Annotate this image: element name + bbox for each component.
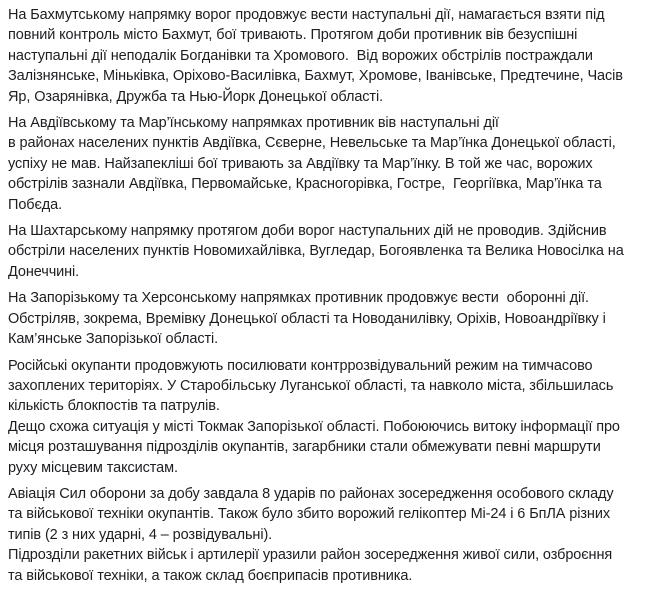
paragraph-zaporizhzhia-kherson [8, 288, 650, 349]
text-line: обстріли населених пунктів Новомихайлівка, Вугледар, Богоявленка та Велика Новосілка на [8, 243, 624, 260]
paragraph-avdiivka-marinka [8, 113, 650, 215]
text-line: та військової техніки, а також склад боєприпасів противника. [8, 567, 413, 584]
text-line: Яр, Озарянівка, Дружба та Нью-Йорк Донецької області. [8, 88, 384, 105]
text-line: Кам’янське Запорізької області. [8, 331, 219, 348]
text-line: Побєда. [8, 196, 63, 213]
text-line: Дещо схожа ситуація у місті Токмак Запорізької області. Побоюючись витоку інформації про [8, 418, 620, 435]
text-line: руху місцевим таксистам. [8, 459, 178, 476]
text-line: Залізнянське, Міньківка, Оріхово-Василівка, Бахмут, Хромове, Іванівське, Предтечине, Часів [8, 68, 623, 85]
text-line: обстрілів зазнали Авдіївка, Первомайське, Красногорівка, Гостре, Георгіївка, Мар’їнка та [8, 176, 602, 193]
text-line: місця розташування підрозділів окупантів, загарбники стали обмежувати певні маршрути [8, 439, 601, 456]
paragraph-shakhtarske [8, 221, 650, 282]
text-line: кількість блокпостів та патрулів. [8, 398, 220, 415]
text-line: Обстріляв, зокрема, Времівку Донецької області та Новоданилівку, Оріхів, Новоандріївку і [8, 310, 606, 327]
text-line: та військової техніки окупантів. Також було збито ворожий гелікоптер Мі-24 і 6 БпЛА різних [8, 506, 610, 523]
text-line: Підрозділи ракетних військ і артилерії уразили район зосередження живої сили, озброєння [8, 547, 613, 564]
text-line: успіху не мав. Найзапекліші бої тривають за Авдіївку та Мар’їнку. В той же час, ворожих [8, 155, 593, 172]
text-line: На Авдіївському та Мар’їнському напрямках противник вів наступальні дії [8, 115, 499, 132]
text-line: Авіація Сил оборони за добу завдала 8 ударів по районах зосередження особового складу [8, 485, 614, 502]
text-line: в районах населених пунктів Авдіївка, Сєверне, Невельське та Мар’їнка Донецької області, [8, 135, 616, 152]
text-line: Донеччині. [8, 263, 80, 280]
text-line: типів (2 з них ударні, 4 – розвідувальні). [8, 526, 273, 543]
text-line: На Шахтарському напрямку протягом доби ворог наступальних дій не проводив. Здійснив [8, 223, 607, 240]
paragraph-aviation-strikes [8, 484, 650, 586]
paragraph-bakhmut-direction [8, 5, 650, 107]
text-line: На Запорізькому та Херсонському напрямках противник продовжує вести оборонні дії. [8, 290, 589, 307]
paragraph-occupiers-counterintelligence [8, 356, 650, 478]
text-line: повний контроль місто Бахмут, бої тривають. Протягом доби противник вів безуспішні [8, 27, 578, 44]
text-line: Російські окупанти продовжують посилювати контррозвідувальний режим на тимчасово [8, 357, 593, 374]
text-line: На Бахмутському напрямку ворог продовжує вести наступальні дії, намагається взяти під [8, 7, 605, 23]
text-line: наступальні дії неподалік Богданівки та Хромового. Від ворожих обстрілів постраждали [8, 47, 593, 64]
text-line: захоплених територіях. У Старобільську Луганської області, та навколо міста, збільшилась [8, 377, 614, 394]
